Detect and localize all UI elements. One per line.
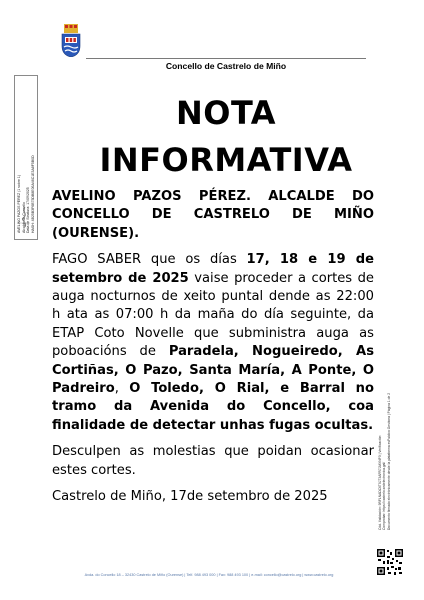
coat-of-arms-icon (61, 24, 81, 57)
qr-code-icon (376, 548, 404, 576)
footer-contact: Avda. do Concello 18 – 32430 Castrelo de Miño (Ourense) | Telf. 988 493 000 | Fax: 988 493 100 | e-mail: concello@castrelo.org | www.castrelo.org (84, 573, 334, 577)
verification-line: Comprobar: https://castrelo.sedelectronica.gal/ (382, 461, 387, 530)
verification-details (378, 390, 398, 530)
announcement-intro: FAGO SABER que os días (52, 252, 247, 268)
council-name: Concello de Castrelo de Miño (165, 61, 287, 71)
title-line: NOTA (175, 94, 277, 132)
separator-comma: , (114, 381, 130, 397)
document-title (40, 90, 412, 184)
signature-line: AVELINO PAZOS PÉREZ (1 sobre 1) (17, 174, 21, 233)
header-divider (86, 58, 366, 59)
affected-places: Paradela, Nogueiredo, As Cortiñas, O Pazo, Santa María, A Ponte, O Padreiro (52, 344, 374, 397)
signature-line: Data de Sinatura: 17/09/2025 (26, 187, 31, 233)
announcement-paragraph (52, 251, 374, 435)
document-body (52, 188, 374, 515)
verification-line: Cód. Validación: 9RFLNADC6T9JT3AFR7JMXNP0 | Verificación: (378, 434, 382, 530)
place-date: Castrelo de Miño, 17de setembro de 2025 (52, 489, 328, 505)
signature-line: Alcalde do Concello (21, 202, 26, 233)
announcement-details: vaise proceder a cortes de auga nocturnos de xeito puntal dende as 22:00 h ata as 07:00 h da maña do día seguinte, da ETAP Coto Novelle que subministra auga as poboacións de (52, 270, 374, 360)
title-line: INFORMATIVA (99, 141, 353, 179)
verification-line: Documento firmado electrónicamente desde la plataforma esPublico Gestiona | Página 1 de 2 (386, 392, 391, 530)
announcement-dates: 17, 18 e 19 de setembro de 2025 (52, 252, 374, 286)
signature-icon (18, 205, 32, 229)
signature-line: HASH: 4B25B3F6B75DB8E06A46C1E3A8F5B0D (30, 155, 35, 233)
alcalde-heading: AVELINO PAZOS PÉREZ. ALCALDE DO CONCELLO DE CASTRELO DE MIÑO (OURENSE). (52, 189, 374, 241)
apology-paragraph: Desculpen as molestias que poidan ocasionar estes cortes. (52, 444, 374, 478)
affected-places-2: O Toledo, O Rial, e Barral no tramo da Avenida do Concello, coa finalidade de detectar unhas fugas ocultas. (52, 381, 374, 433)
